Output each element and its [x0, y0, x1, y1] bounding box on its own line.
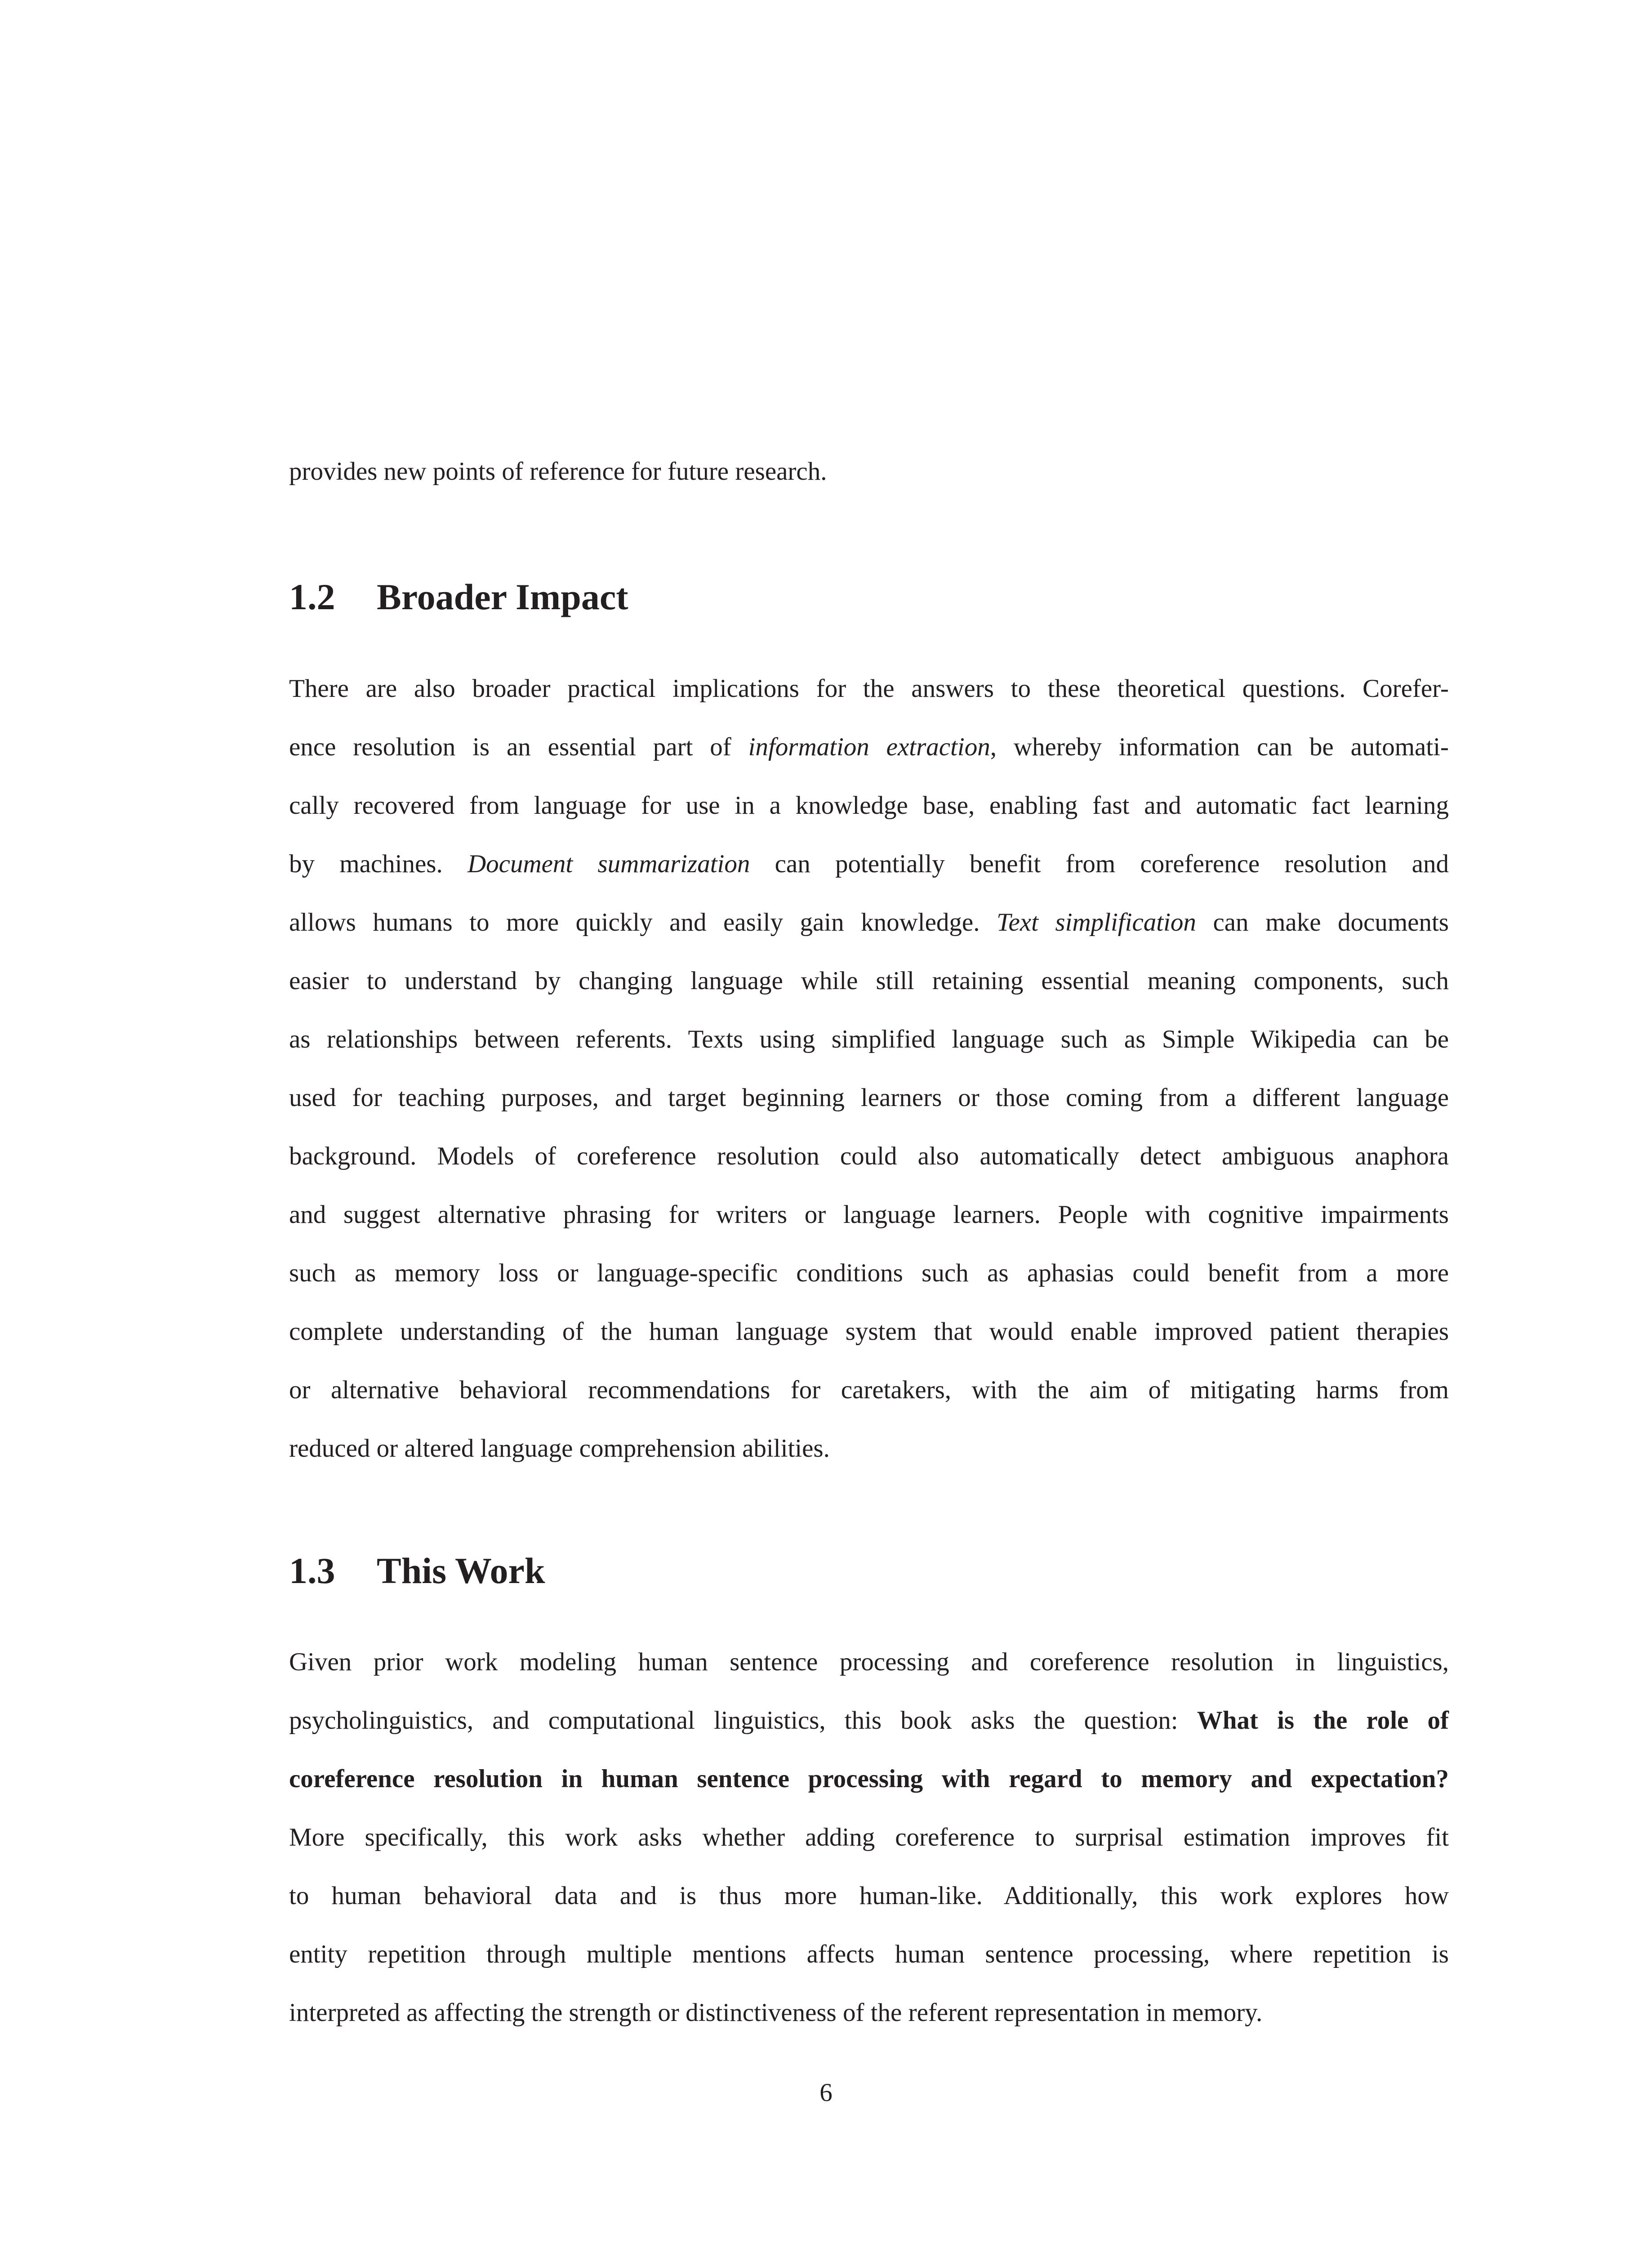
- section-heading-broader-impact: [289, 576, 628, 617]
- paragraph-line: used for teaching purposes, and target beginning learners or those coming from a different language: [289, 1084, 1449, 1112]
- paragraph-line: such as memory loss or language-specific conditions such as aphasias could benefit from a more: [289, 1259, 1449, 1287]
- paragraph-line: allows humans to more quickly and easily gain knowledge. Text simplification can make documents: [289, 908, 1449, 937]
- research-question: coreference resolution in human sentence processing with regard to memory and expectation?: [289, 1765, 1449, 1793]
- paragraph-line: by machines. Document summarization can potentially benefit from coreference resolution and: [289, 850, 1449, 878]
- research-question: What is the role of: [1197, 1706, 1449, 1735]
- paragraph-line: [289, 1766, 1449, 1792]
- paragraph-line: reduced or altered language comprehension abilities.: [289, 1434, 830, 1463]
- section-number: 1.3: [289, 1550, 335, 1591]
- paragraph-line: ence resolution is an essential part of information extraction, whereby information can be automati-: [289, 733, 1449, 761]
- italic-term: information extraction: [748, 733, 990, 761]
- paragraph-line: interpreted as affecting the strength or distinctiveness of the referent representation in memory.: [289, 1998, 1263, 2027]
- paragraph-line: There are also broader practical implications for the answers to these theoretical questions. Corefer-: [289, 674, 1449, 703]
- paragraph-line: complete understanding of the human language system that would enable improved patient therapies: [289, 1317, 1449, 1346]
- intro-line: provides new points of reference for future research.: [289, 457, 827, 486]
- paragraph-line: or alternative behavioral recommendations for caretakers, with the aim of mitigating harms from: [289, 1376, 1449, 1404]
- paragraph-line: background. Models of coreference resolution could also automatically detect ambiguous anaphora: [289, 1142, 1449, 1170]
- italic-term: Text simplification: [997, 908, 1196, 937]
- section-title: Broader Impact: [377, 576, 628, 617]
- paragraph-line: and suggest alternative phrasing for writers or language learners. People with cognitive impairments: [289, 1200, 1449, 1229]
- paragraph-line: More specifically, this work asks whether adding coreference to surprisal estimation improves fit: [289, 1823, 1449, 1851]
- paragraph-line: psycholinguistics, and computational linguistics, this book asks the question: What is the role of: [289, 1706, 1449, 1735]
- section-title: This Work: [377, 1550, 545, 1591]
- paragraph-line: easier to understand by changing language while still retaining essential meaning components, such: [289, 967, 1449, 995]
- section-number: 1.2: [289, 576, 335, 617]
- page-number: 6: [819, 2079, 833, 2107]
- paragraph-line: Given prior work modeling human sentence processing and coreference resolution in linguistics,: [289, 1648, 1449, 1676]
- paragraph-line: to human behavioral data and is thus more human-like. Additionally, this work explores how: [289, 1882, 1449, 1910]
- italic-term: Document summarization: [467, 850, 750, 878]
- paragraph-line: cally recovered from language for use in a knowledge base, enabling fast and automatic fact learning: [289, 791, 1449, 820]
- paragraph-line: as relationships between referents. Texts using simplified language such as Simple Wikipedia can be: [289, 1025, 1449, 1053]
- section-heading-this-work: [289, 1552, 545, 1589]
- paragraph-line: entity repetition through multiple mentions affects human sentence processing, where repetition is: [289, 1940, 1449, 1968]
